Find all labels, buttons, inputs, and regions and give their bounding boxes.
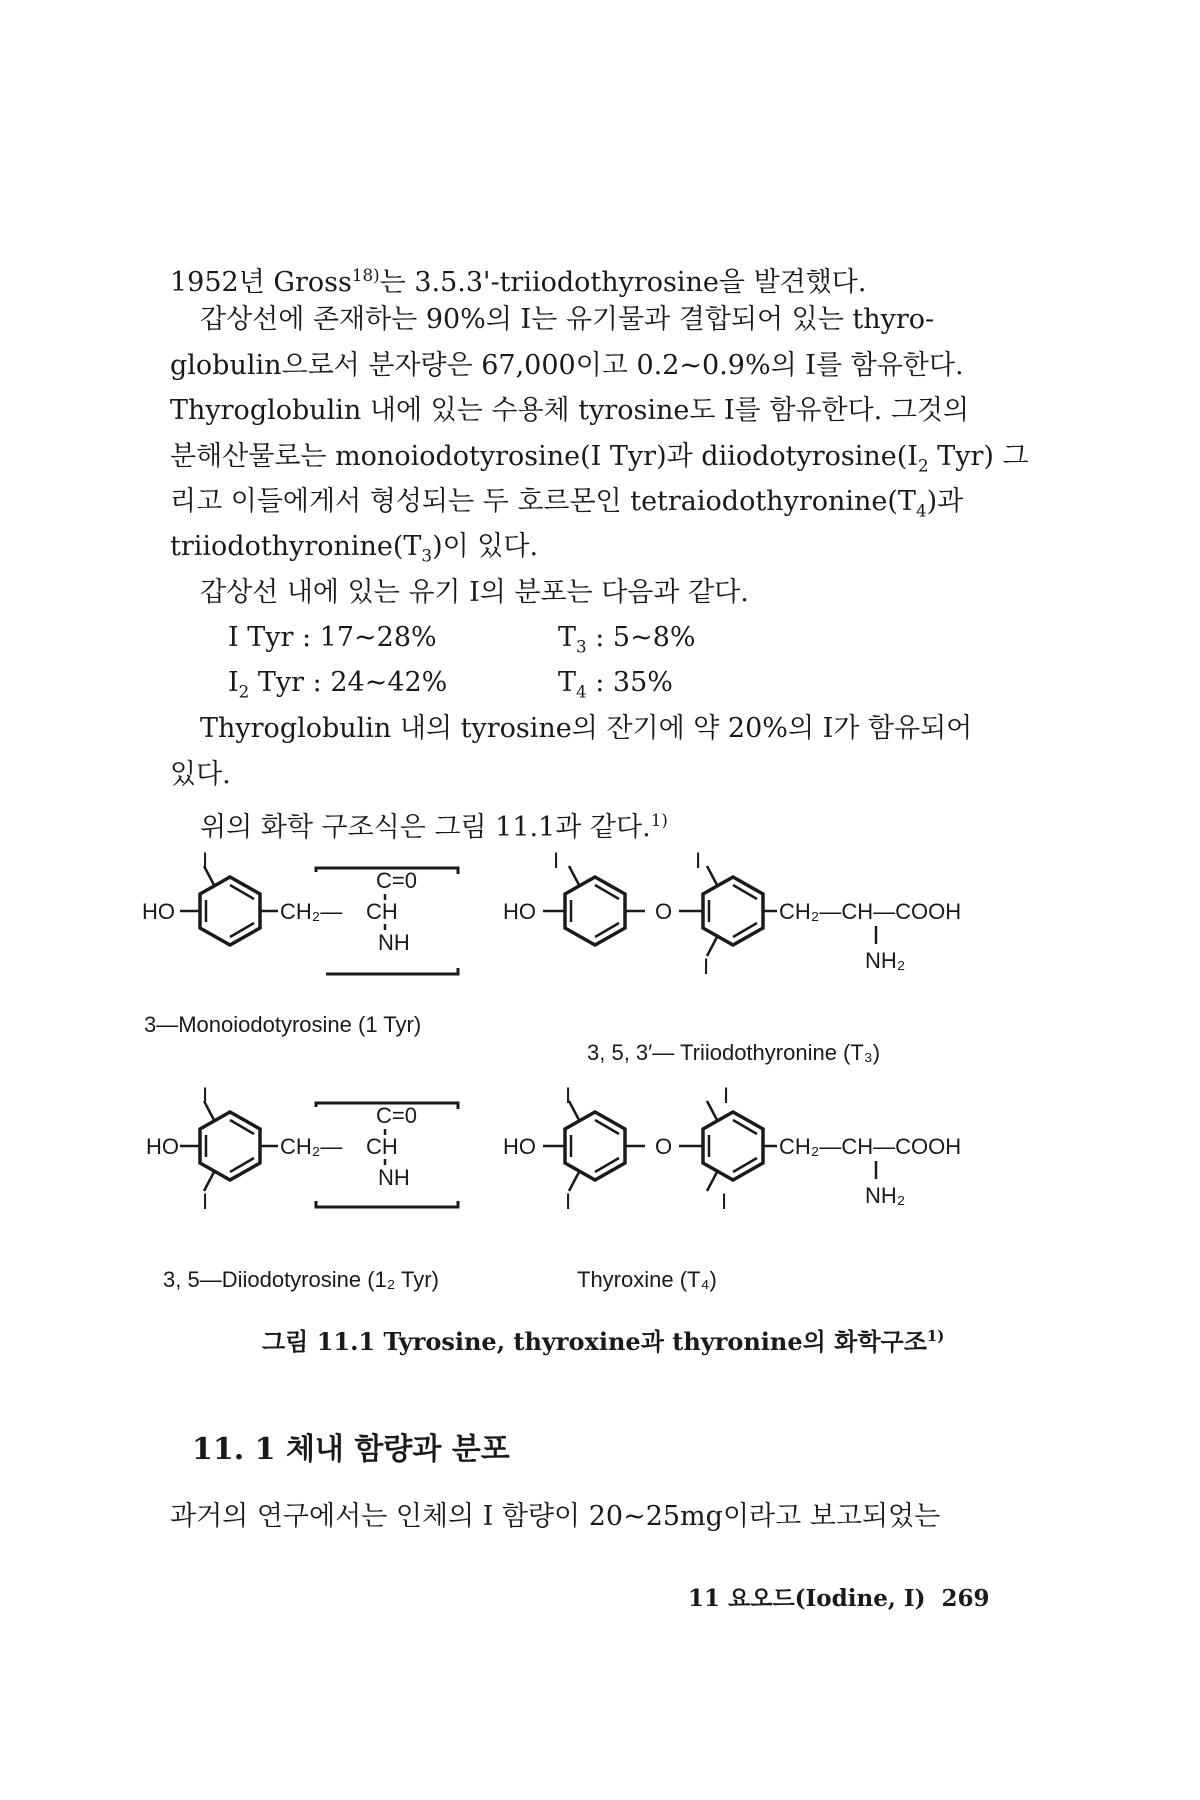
svg-text:I: I [202, 850, 209, 873]
svg-text:I: I [553, 850, 560, 873]
svg-text:CH₂—CH—COOH: CH₂—CH—COOH [779, 1134, 962, 1159]
svg-text:I: I [703, 954, 710, 979]
dist-t4: $T_4$ : 35% [558, 667, 673, 702]
paragraph-line-6: 리고 이들에게서 형성되는 두 호르몬인 $tetraiodothyronine(T_4)$과 [170, 486, 964, 521]
paragraph-line-2: 갑상선에 존재하는 90%의 I는 유기물과 결합되어 있는 thyro- [200, 304, 935, 335]
svg-text:CH: CH [366, 1134, 398, 1159]
svg-text:CH: CH [366, 899, 398, 924]
svg-text:I: I [202, 1189, 209, 1214]
svg-text:NH₂: NH₂ [865, 948, 906, 973]
svg-text:I: I [723, 1085, 730, 1108]
svg-text:I: I [695, 850, 702, 873]
t3-structure [495, 850, 1055, 1000]
svg-text:NH: NH [378, 1165, 410, 1190]
svg-text:CH₂—: CH₂— [280, 1134, 343, 1159]
dit-label: 3, 5—Diiodotyrosine (1₂ Tyr) [163, 1267, 439, 1292]
svg-text:I: I [202, 1085, 209, 1108]
figure-caption: 그림 11.1 Tyrosine, thyroxine과 thyronine의 화학구조$^{1)}$ [262, 1327, 945, 1356]
paragraph-line-12: 있다. [170, 759, 231, 790]
paragraph-line-8: 갑상선 내에 있는 유기 I의 분포는 다음과 같다. [200, 577, 749, 608]
svg-text:O: O [655, 899, 673, 924]
svg-text:I: I [565, 1189, 572, 1214]
mit-structure [140, 850, 480, 1000]
svg-text:CH₂—: CH₂— [280, 899, 343, 924]
dit-structure [140, 1085, 480, 1235]
running-footer: 11 요오드(Iodine, I) 269 [688, 1585, 990, 1612]
page-number: 269 [941, 1585, 990, 1612]
svg-text:HO: HO [146, 1134, 179, 1159]
svg-text:HO: HO [142, 899, 175, 924]
t4-structure [495, 1085, 1055, 1235]
svg-text:C=0: C=0 [376, 1103, 417, 1128]
t4-label: Thyroxine (T₄) [577, 1267, 717, 1292]
svg-text:NH: NH [378, 930, 410, 955]
t3-label: 3, 5, 3′— Triiodothyronine (T₃) [587, 1040, 881, 1065]
svg-text:C=0: C=0 [376, 868, 417, 893]
svg-text:I: I [721, 1189, 728, 1214]
paragraph-line-7: $triiodothyronine(T_3)$이 있다. [170, 531, 539, 566]
section-text: 과거의 연구에서는 인체의 I 함량이 20~25mg이라고 보고되었는 [170, 1501, 941, 1532]
section-heading: 11. 1 체내 함량과 분포 [192, 1432, 510, 1467]
dist-mit: I Tyr : 17~28% [228, 622, 437, 653]
paragraph-line-3: globulin으로서 분자량은 67,000이고 0.2~0.9%의 I를 함유한다. [170, 350, 964, 381]
svg-text:I: I [565, 1085, 572, 1108]
paragraph-line-11: Thyroglobulin 내의 tyrosine의 잔기에 약 20%의 I가 함유되어 [200, 713, 973, 744]
paragraph-line-1: 1952년 Gross$^{18)}$는 3.5.3'-triiodothyrosine을 발견했다. [170, 265, 867, 298]
paragraph-line-13: 위의 화학 구조식은 그림 11.1과 같다.$^{1)}$ [200, 810, 668, 843]
dist-t3: $T_3$ : 5~8% [558, 622, 696, 657]
svg-text:HO: HO [503, 899, 536, 924]
mit-label: 3—Monoiodotyrosine (1 Tyr) [144, 1012, 422, 1037]
paragraph-line-5: 분해산물로는 monoiodotyrosine(I Tyr)과 $diiodotyrosine(I_2$ Tyr) 그 [170, 441, 1029, 476]
svg-text:NH₂: NH₂ [865, 1183, 906, 1208]
dist-dit: $I_2$ Tyr : 24~42% [228, 667, 448, 702]
svg-text:CH₂—CH—COOH: CH₂—CH—COOH [779, 899, 962, 924]
svg-text:HO: HO [503, 1134, 536, 1159]
paragraph-line-4: Thyroglobulin 내에 있는 수용체 tyrosine도 I를 함유한다. 그것의 [170, 395, 970, 426]
svg-text:O: O [655, 1134, 673, 1159]
